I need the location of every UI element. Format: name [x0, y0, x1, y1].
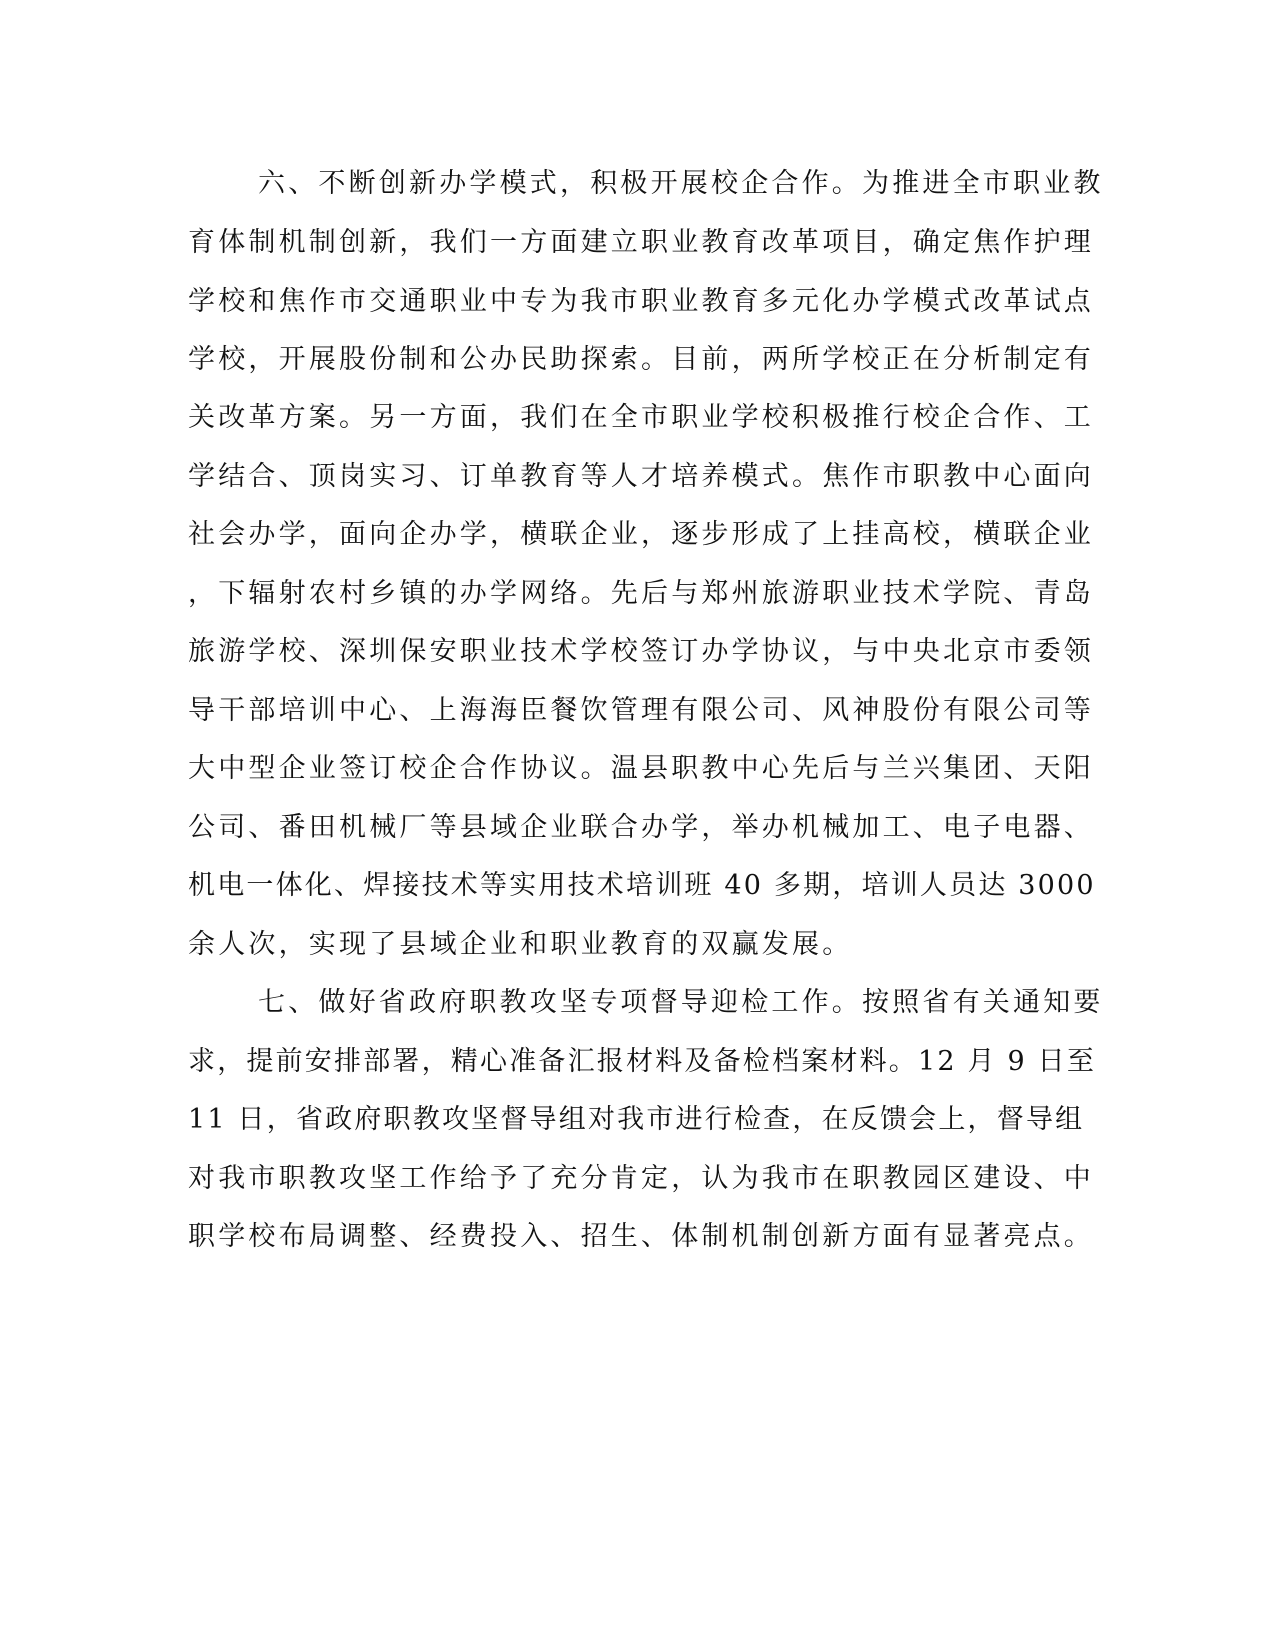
- text-line: 公司、番田机械厂等县域企业联合办学，举办机械加工、电子电器、: [188, 812, 1094, 843]
- text-line: 大中型企业签订校企合作协议。温县职教中心先后与兰兴集团、天阳: [188, 753, 1094, 784]
- text-line: 机电一体化、焊接技术等实用技术培训班 40 多期，培训人员达 3000: [188, 870, 1096, 901]
- text-line: 余人次，实现了县域企业和职业教育的双赢发展。: [188, 929, 853, 960]
- text-line: 社会办学，面向企办学，横联企业，逐步形成了上挂高校，横联企业: [188, 519, 1094, 550]
- text-line: 学结合、顶岗实习、订单教育等人才培养模式。焦作市职教中心面向: [188, 461, 1094, 492]
- text-line: 学校和焦作市交通职业中专为我市职业教育多元化办学模式改革试点: [188, 286, 1094, 317]
- text-line: 育体制机制创新，我们一方面建立职业教育改革项目，确定焦作护理: [188, 227, 1094, 258]
- text-line: 对我市职教攻坚工作给予了充分肯定，认为我市在职教园区建设、中: [188, 1163, 1094, 1194]
- text-line: 学校，开展股份制和公办民助探索。目前，两所学校正在分析制定有: [188, 344, 1094, 375]
- text-line: ，下辐射农村乡镇的办学网络。先后与郑州旅游职业技术学院、青岛: [188, 578, 1094, 609]
- text-line: 职学校布局调整、经费投入、招生、体制机制创新方面有显著亮点。: [188, 1221, 1094, 1252]
- text-line: 关改革方案。另一方面，我们在全市职业学校积极推行校企合作、工: [188, 402, 1094, 433]
- text-line: 导干部培训中心、上海海臣餐饮管理有限公司、风神股份有限公司等: [188, 695, 1094, 726]
- text-line: 七、做好省政府职教攻坚专项督导迎检工作。按照省有关通知要: [258, 987, 1104, 1018]
- text-line: 求，提前安排部署，精心准备汇报材料及备检档案材料。12 月 9 日至: [188, 1046, 1097, 1077]
- text-line: 六、不断创新办学模式，积极开展校企合作。为推进全市职业教: [258, 168, 1104, 199]
- text-line: 旅游学校、深圳保安职业技术学校签订办学协议，与中央北京市委领: [188, 636, 1094, 667]
- text-line: 11 日，省政府职教攻坚督导组对我市进行检查，在反馈会上，督导组: [188, 1104, 1085, 1135]
